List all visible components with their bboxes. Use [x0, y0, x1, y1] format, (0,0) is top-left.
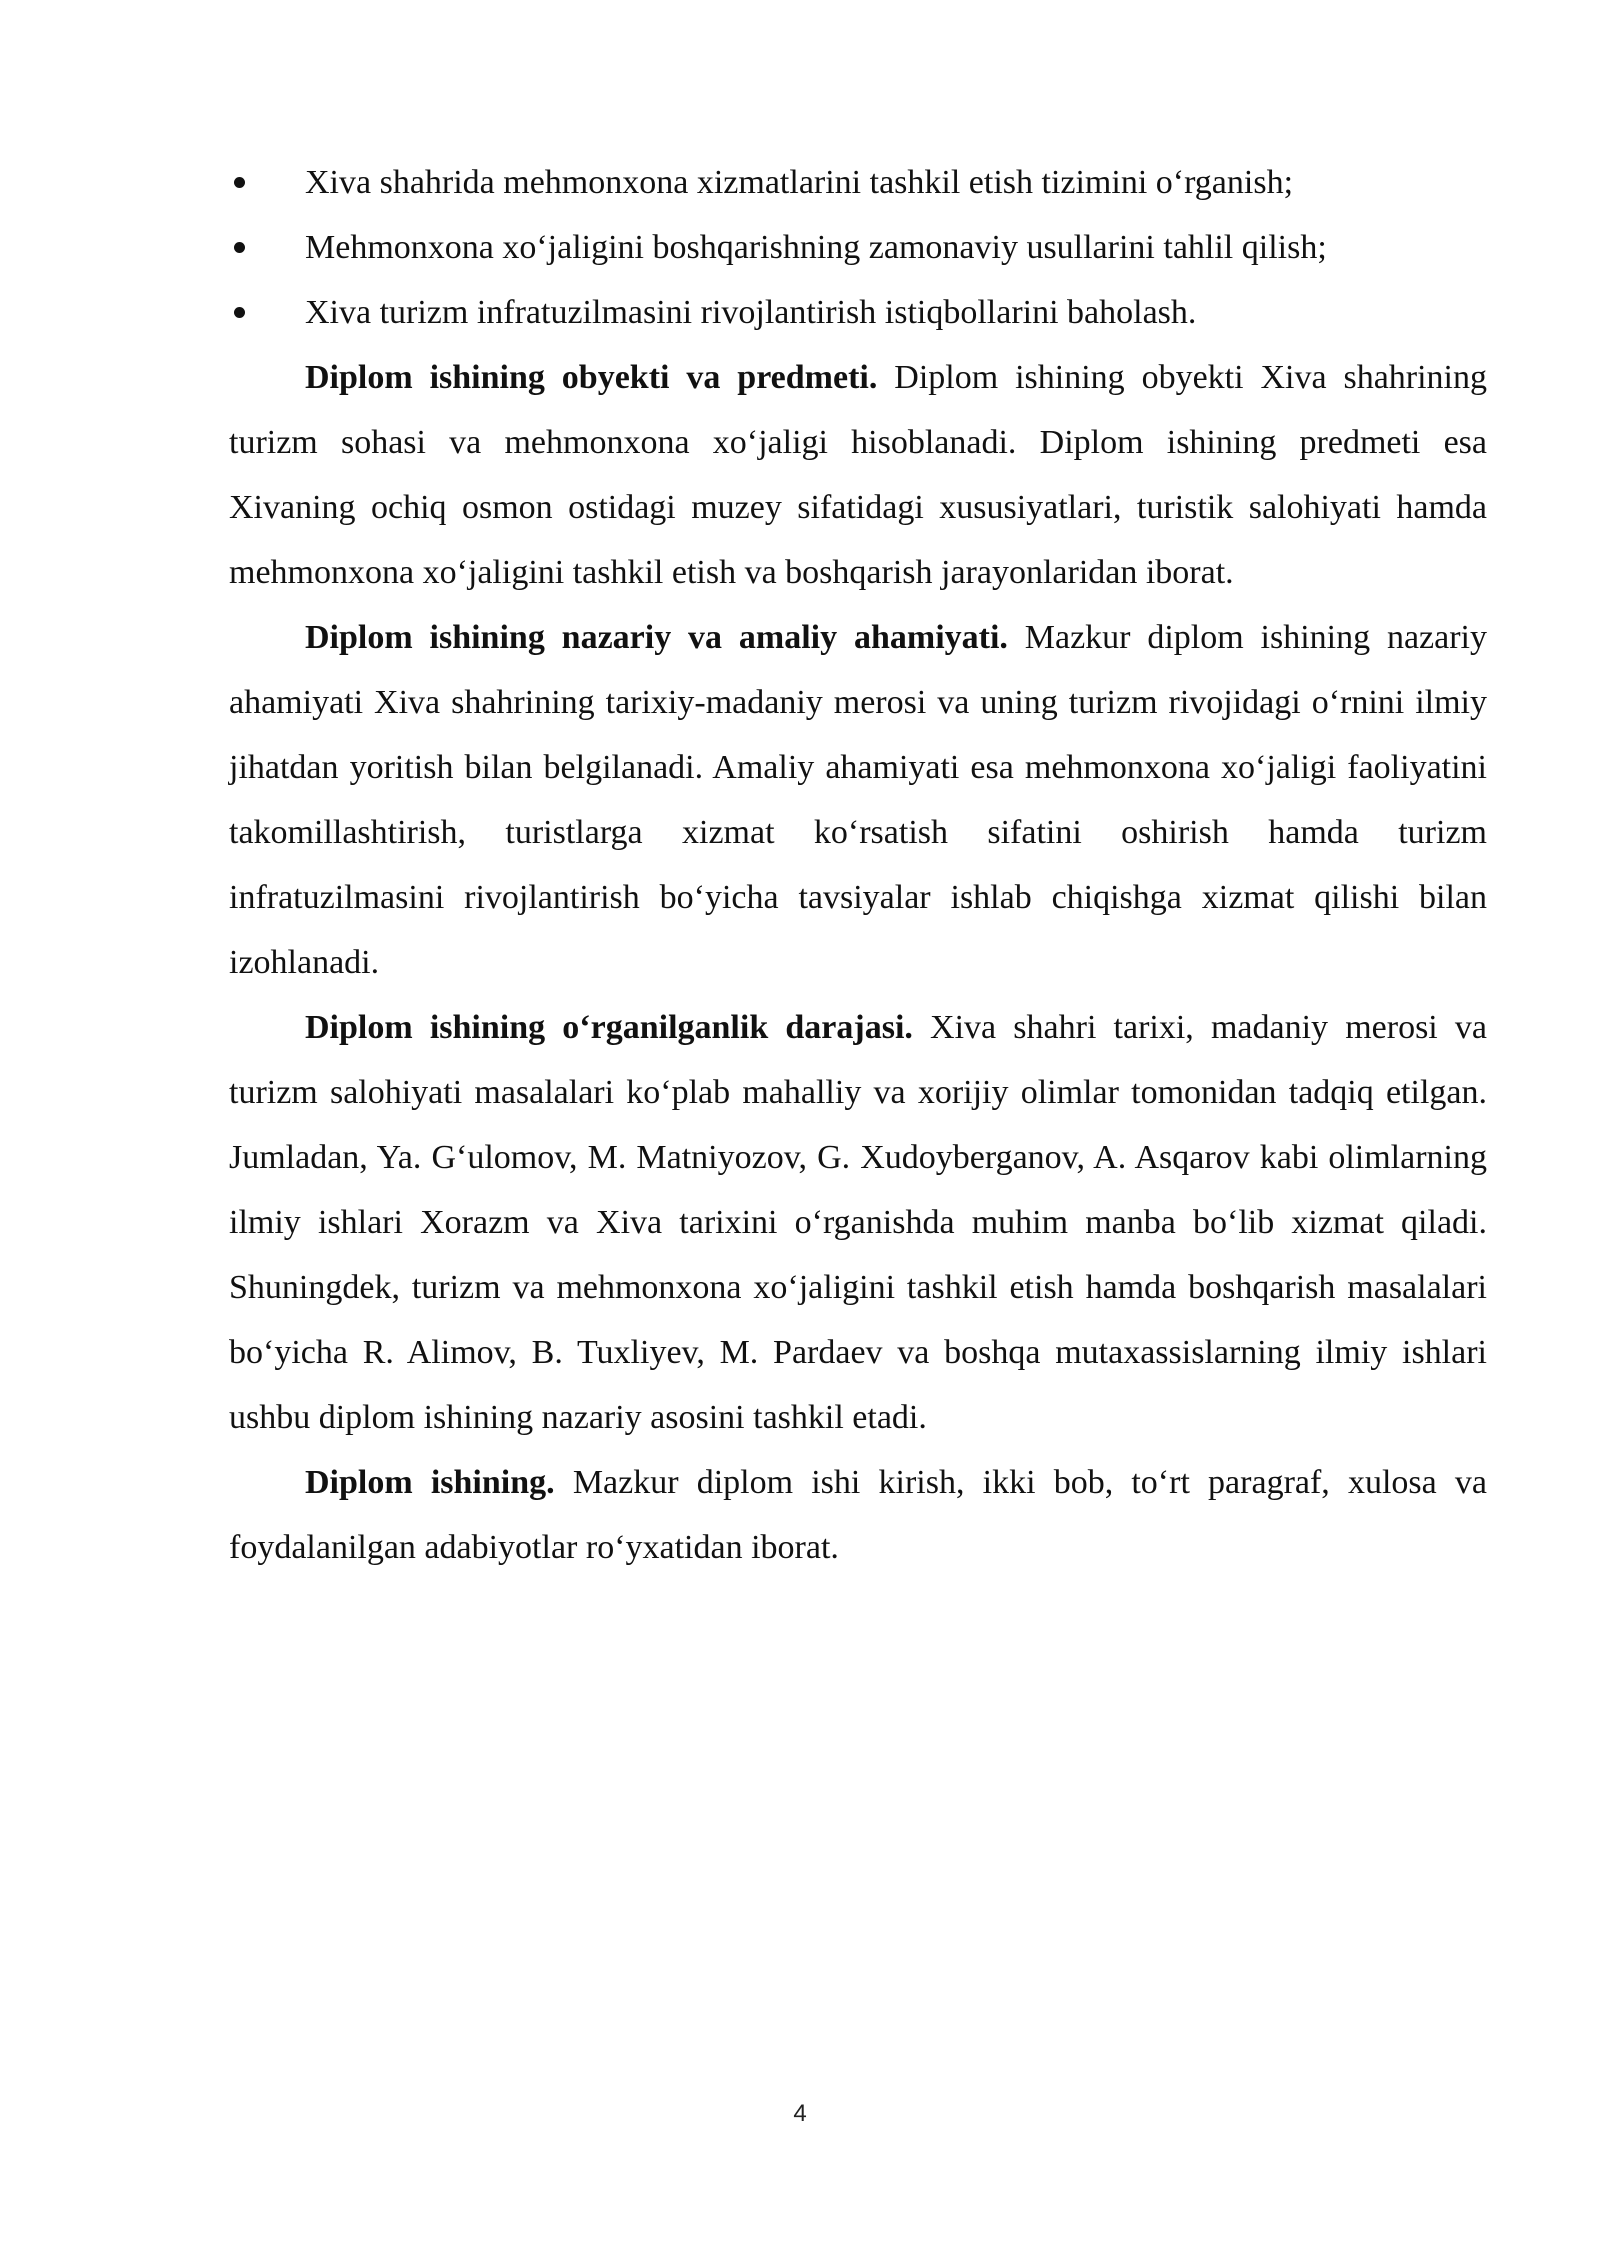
- paragraph-text: Mazkur diplom ishi kirish, ikki bob, to‘rt paragraf, xulosa va foydalanilgan adabiyotlar ro‘yxatidan iborat.: [229, 1464, 1487, 1566]
- object-subject-paragraph: [229, 345, 1487, 605]
- list-item: [229, 215, 1487, 280]
- task-list: [229, 150, 1487, 345]
- bullet-icon: [229, 215, 249, 280]
- list-item-text: Mehmonxona xo‘jaligini boshqarishning zamonaviy usullarini tahlil qilish;: [305, 229, 1327, 266]
- paragraph-heading: Diplom ishining obyekti va predmeti.: [305, 359, 878, 396]
- paragraph-heading: Diplom ishining.: [305, 1464, 555, 1501]
- list-item: [229, 280, 1487, 345]
- page-number: 4: [793, 2100, 807, 2127]
- significance-paragraph: [229, 605, 1487, 995]
- document-page: [229, 150, 1487, 1580]
- paragraph-heading: Diplom ishining o‘rganilganlik darajasi.: [305, 1009, 913, 1046]
- paragraph-text: Diplom ishining obyekti Xiva shahrining turizm sohasi va mehmonxona xo‘jaligi hisoblanadi. Diplom ishining predmeti esa Xivaning ochiq osmon ostidagi muzey sifatidagi xususiyatlari, turistik salohiyati hamda mehmonxona xo‘jaligini tashkil etish va boshqarish jarayonlaridan iborat.: [229, 359, 1487, 591]
- paragraph-text: Mazkur diplom ishining nazariy ahamiyati Xiva shahrining tarixiy-madaniy merosi va uning turizm rivojidagi o‘rnini ilmiy jihatdan yoritish bilan belgilanadi. Amaliy ahamiyati esa mehmonxona xo‘jaligi faoliyatini takomillashtirish, turistlarga xizmat ko‘rsatish sifatini oshirish hamda turizm infratuzilmasini rivojlantirish bo‘yicha tavsiyalar ishlab chiqishga xizmat qilishi bilan izohlanadi.: [229, 619, 1487, 981]
- paragraph-text: Xiva shahri tarixi, madaniy merosi va turizm salohiyati masalalari ko‘plab mahalliy va xorijiy olimlar tomonidan tadqiq etilgan. Jumladan, Ya. G‘ulomov, M. Matniyozov, G. Xudoyberganov, A. Asqarov kabi olimlarning ilmiy ishlari Xorazm va Xiva tarixini o‘rganishda muhim manba bo‘lib xizmat qiladi. Shuningdek, turizm va mehmonxona xo‘jaligini tashkil etish hamda boshqarish masalalari bo‘yicha R. Alimov, B. Tuxliyev, M. Pardaev va boshqa mutaxassislarning ilmiy ishlari ushbu diplom ishining nazariy asosini tashkil etadi.: [229, 1009, 1487, 1436]
- list-item-text: Xiva shahrida mehmonxona xizmatlarini tashkil etish tizimini o‘rganish;: [305, 164, 1294, 201]
- paragraph-heading: Diplom ishining nazariy va amaliy ahamiyati.: [305, 619, 1008, 656]
- structure-paragraph: [229, 1450, 1487, 1580]
- list-item: [229, 150, 1487, 215]
- bullet-icon: [229, 280, 249, 345]
- list-item-text: Xiva turizm infratuzilmasini rivojlantirish istiqbollarini baholash.: [305, 294, 1197, 331]
- bullet-icon: [229, 150, 249, 215]
- research-level-paragraph: [229, 995, 1487, 1450]
